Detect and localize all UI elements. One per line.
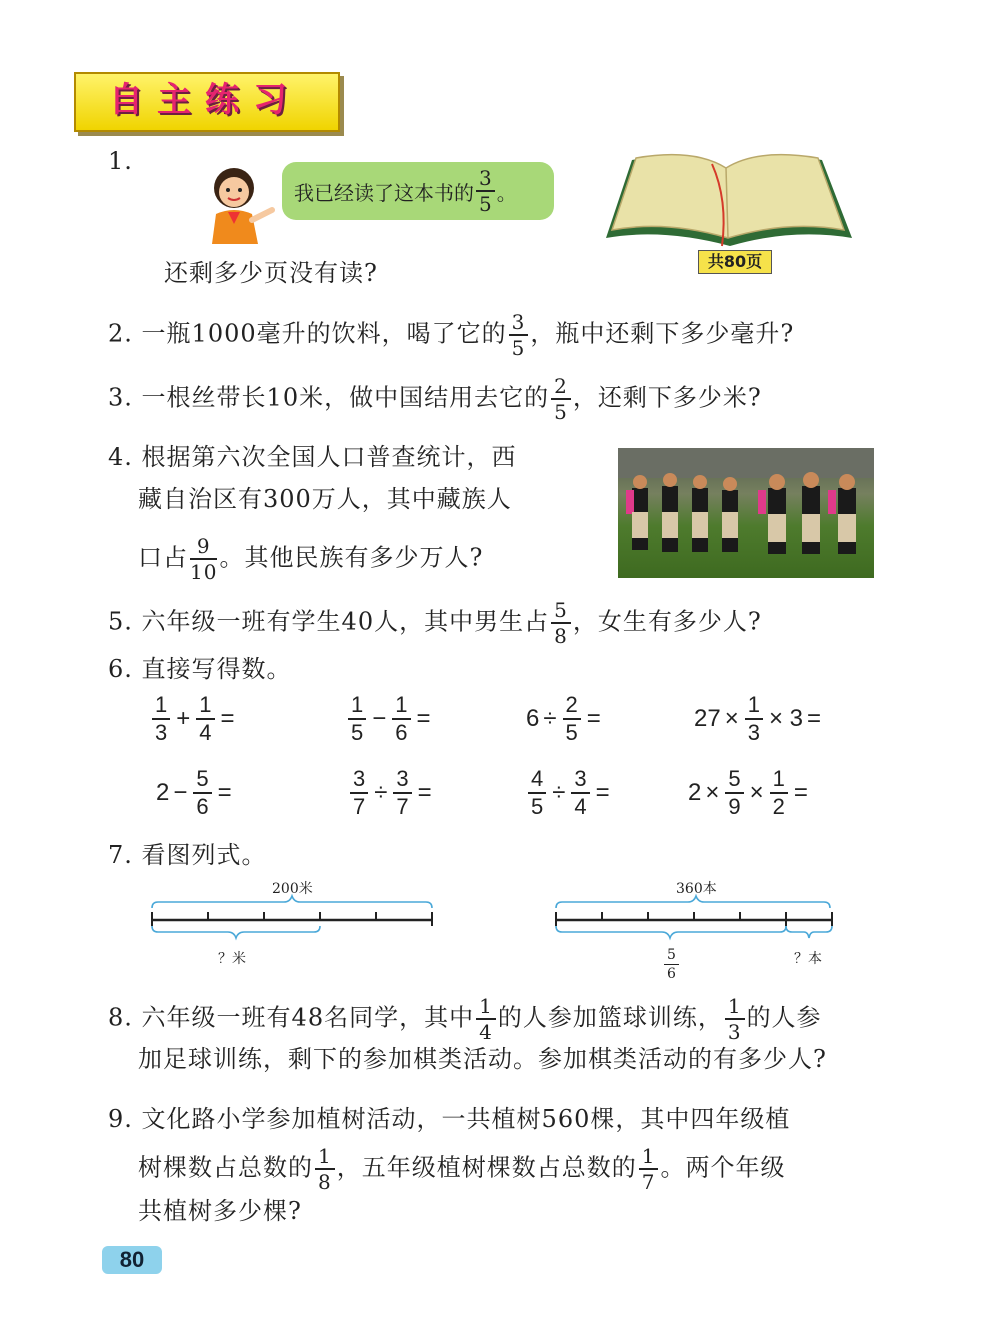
girl-illustration xyxy=(200,160,280,244)
speech-end: 。 xyxy=(496,180,517,205)
calc3-op: ÷ xyxy=(543,705,557,732)
calc2-a-num: 1 xyxy=(348,694,366,720)
q2-text-before: 一瓶1000毫升的饮料，喝了它的 xyxy=(141,319,507,348)
right-fraction-label xyxy=(662,948,681,981)
q5-den: 8 xyxy=(554,624,568,648)
right-frac-num: 5 xyxy=(664,948,679,965)
calc6-a-num: 3 xyxy=(350,768,368,794)
speech-frac-num: 3 xyxy=(476,168,495,192)
q4-fraction xyxy=(190,536,217,582)
q4-num: 9 xyxy=(190,536,217,560)
q9-l2-after: 。两个年级 xyxy=(660,1153,786,1182)
q4-line3 xyxy=(138,536,483,582)
calc4-op2: × 3 xyxy=(768,705,803,732)
q8-number: 8. xyxy=(108,1003,133,1032)
q3-text-after: ，还剩下多少米? xyxy=(572,383,762,412)
q2-text-after: ，瓶中还剩下多少毫升? xyxy=(530,319,795,348)
calc7-eq: = xyxy=(595,779,610,806)
book-illustration xyxy=(602,150,856,250)
calc4-eq: = xyxy=(807,705,822,732)
calc-3 xyxy=(526,694,605,744)
calc7-a-den: 5 xyxy=(531,794,544,819)
calc1-op: + xyxy=(176,705,191,732)
calc3-eq: = xyxy=(586,705,601,732)
calc3-b-num: 2 xyxy=(563,694,581,720)
q9-line1 xyxy=(108,1102,790,1136)
question-6-title xyxy=(108,652,292,686)
q8-l1-before: 六年级一班有48名同学，其中 xyxy=(141,1003,475,1032)
calc7-b-num: 3 xyxy=(571,768,589,794)
calc6-b-num: 3 xyxy=(393,768,411,794)
calc-5 xyxy=(156,768,236,818)
calc8-eq: = xyxy=(793,779,808,806)
q8-f2-num: 1 xyxy=(725,996,745,1020)
calc8-c-den: 2 xyxy=(772,794,785,819)
q9-f2-num: 1 xyxy=(639,1146,659,1170)
q1-number: 1. xyxy=(108,147,133,175)
q1-question: 还剩多少页没有读? xyxy=(164,259,378,287)
calc1-b-den: 4 xyxy=(199,720,212,745)
calc4-b-den: 3 xyxy=(747,720,760,745)
calc8-op2: × xyxy=(749,779,764,806)
q5-text-before: 六年级一班有学生40人，其中男生占 xyxy=(141,607,550,636)
q6-title: 直接写得数。 xyxy=(141,655,292,683)
q3-number: 3. xyxy=(108,383,133,412)
calc2-eq: = xyxy=(416,705,431,732)
calc4-op1: × xyxy=(724,705,739,732)
q6-number: 6. xyxy=(108,655,133,683)
calc3-b-den: 5 xyxy=(565,720,578,745)
speech-text: 我已经读了这本书的 xyxy=(294,180,474,205)
q9-l2-before: 树棵数占总数的 xyxy=(138,1153,313,1182)
left-unknown-label: ？米 xyxy=(218,951,246,967)
speech-bubble xyxy=(282,162,554,220)
calc-4 xyxy=(694,694,821,744)
q8-l1-after: 的人参 xyxy=(746,1003,822,1032)
calc4-lead: 27 xyxy=(694,705,721,732)
calc6-eq: = xyxy=(417,779,432,806)
tibetan-dancers-photo xyxy=(618,448,874,578)
calc2-b-den: 6 xyxy=(395,720,408,745)
book-page-label: 共80页 xyxy=(698,250,772,274)
calc1-eq: = xyxy=(220,705,235,732)
calc-6 xyxy=(348,768,436,818)
q4-line2: 藏自治区有300万人，其中藏族人 xyxy=(138,485,512,513)
left-line-diagram xyxy=(148,894,438,944)
q9-line2 xyxy=(138,1146,785,1192)
calc5-op: − xyxy=(173,779,188,806)
calc7-op: ÷ xyxy=(552,779,566,806)
left-total-label: 200米 xyxy=(272,881,313,897)
question-3 xyxy=(108,376,762,422)
calc2-a-den: 5 xyxy=(351,720,364,745)
calc6-op: ÷ xyxy=(374,779,388,806)
calc-1 xyxy=(150,694,239,744)
q9-line1-text: 文化路小学参加植树活动，一共植树560棵，其中四年级植 xyxy=(141,1105,791,1133)
q9-frac1 xyxy=(315,1146,335,1192)
question-5 xyxy=(108,600,762,646)
q9-f1-num: 1 xyxy=(315,1146,335,1170)
calc-2 xyxy=(346,694,435,744)
calc-7 xyxy=(526,768,614,818)
q8-line2: 加足球训练，剩下的参加棋类活动。参加棋类活动的有多少人? xyxy=(138,1045,827,1073)
q3-num: 2 xyxy=(551,376,571,400)
calc5-lead: 2 xyxy=(156,779,170,806)
right-unknown-label: ？本 xyxy=(794,951,822,967)
q5-fraction xyxy=(551,600,571,646)
q9-l2-mid: ，五年级植树棵数占总数的 xyxy=(336,1153,637,1182)
calc6-b-den: 7 xyxy=(396,794,409,819)
q2-num: 3 xyxy=(509,312,529,336)
q5-text-after: ，女生有多少人? xyxy=(572,607,762,636)
calc4-b-num: 1 xyxy=(745,694,763,720)
q3-text-before: 一根丝带长10米，做中国结用去它的 xyxy=(141,383,550,412)
page-number: 80 xyxy=(102,1246,162,1274)
q4-line3-before: 口占 xyxy=(138,543,188,572)
q9-number: 9. xyxy=(108,1105,133,1133)
q2-number: 2. xyxy=(108,319,133,348)
q8-l1-mid: 的人参加篮球训练， xyxy=(497,1003,723,1032)
speech-fraction xyxy=(476,168,495,214)
speech-frac-den: 5 xyxy=(479,192,492,216)
q8-f1-num: 1 xyxy=(476,996,496,1020)
calc3-lead: 6 xyxy=(526,705,540,732)
q8-f1-den: 4 xyxy=(479,1020,493,1044)
calc8-b-den: 9 xyxy=(728,794,741,819)
calc8-c-num: 1 xyxy=(770,768,788,794)
q9-line3: 共植树多少棵? xyxy=(138,1197,302,1225)
q5-num: 5 xyxy=(551,600,571,624)
q7-title: 看图列式。 xyxy=(141,841,267,869)
q8-frac1 xyxy=(476,996,496,1042)
calc5-b-num: 5 xyxy=(193,768,211,794)
right-total-label: 360本 xyxy=(676,881,717,897)
section-title: 自主练习 xyxy=(109,80,301,120)
q9-f2-den: 7 xyxy=(641,1170,656,1194)
q8-line1 xyxy=(108,996,822,1042)
q4-line1 xyxy=(108,440,517,474)
calc7-b-den: 4 xyxy=(574,794,587,819)
calc8-op1: × xyxy=(705,779,720,806)
q2-fraction xyxy=(509,312,529,358)
calc2-op: − xyxy=(372,705,387,732)
calc2-b-num: 1 xyxy=(392,694,410,720)
q4-den: 10 xyxy=(190,560,218,584)
q4-line1-text: 根据第六次全国人口普查统计，西 xyxy=(141,443,517,471)
q3-fraction xyxy=(551,376,571,422)
q7-number: 7. xyxy=(108,841,133,869)
q5-number: 5. xyxy=(108,607,133,636)
calc6-a-den: 7 xyxy=(353,794,366,819)
calc8-b-num: 5 xyxy=(725,768,743,794)
calc7-a-num: 4 xyxy=(528,768,546,794)
calc-8 xyxy=(688,768,812,818)
right-frac-den: 6 xyxy=(667,966,676,982)
calc5-eq: = xyxy=(217,779,232,806)
q3-den: 5 xyxy=(554,400,568,424)
calc1-a-den: 3 xyxy=(155,720,168,745)
q8-f2-den: 3 xyxy=(727,1020,742,1044)
calc5-b-den: 6 xyxy=(196,794,209,819)
question-2 xyxy=(108,312,794,358)
q2-den: 5 xyxy=(511,336,526,360)
right-line-diagram xyxy=(552,894,842,944)
calc1-a-num: 1 xyxy=(152,694,170,720)
calc8-lead: 2 xyxy=(688,779,702,806)
q9-f1-den: 8 xyxy=(318,1170,332,1194)
q9-frac2 xyxy=(639,1146,659,1192)
q8-frac2 xyxy=(725,996,745,1042)
q4-line3-after: 。其他民族有多少万人? xyxy=(219,543,484,572)
q4-number: 4. xyxy=(108,443,133,471)
question-7-title xyxy=(108,838,267,872)
calc1-b-num: 1 xyxy=(196,694,214,720)
